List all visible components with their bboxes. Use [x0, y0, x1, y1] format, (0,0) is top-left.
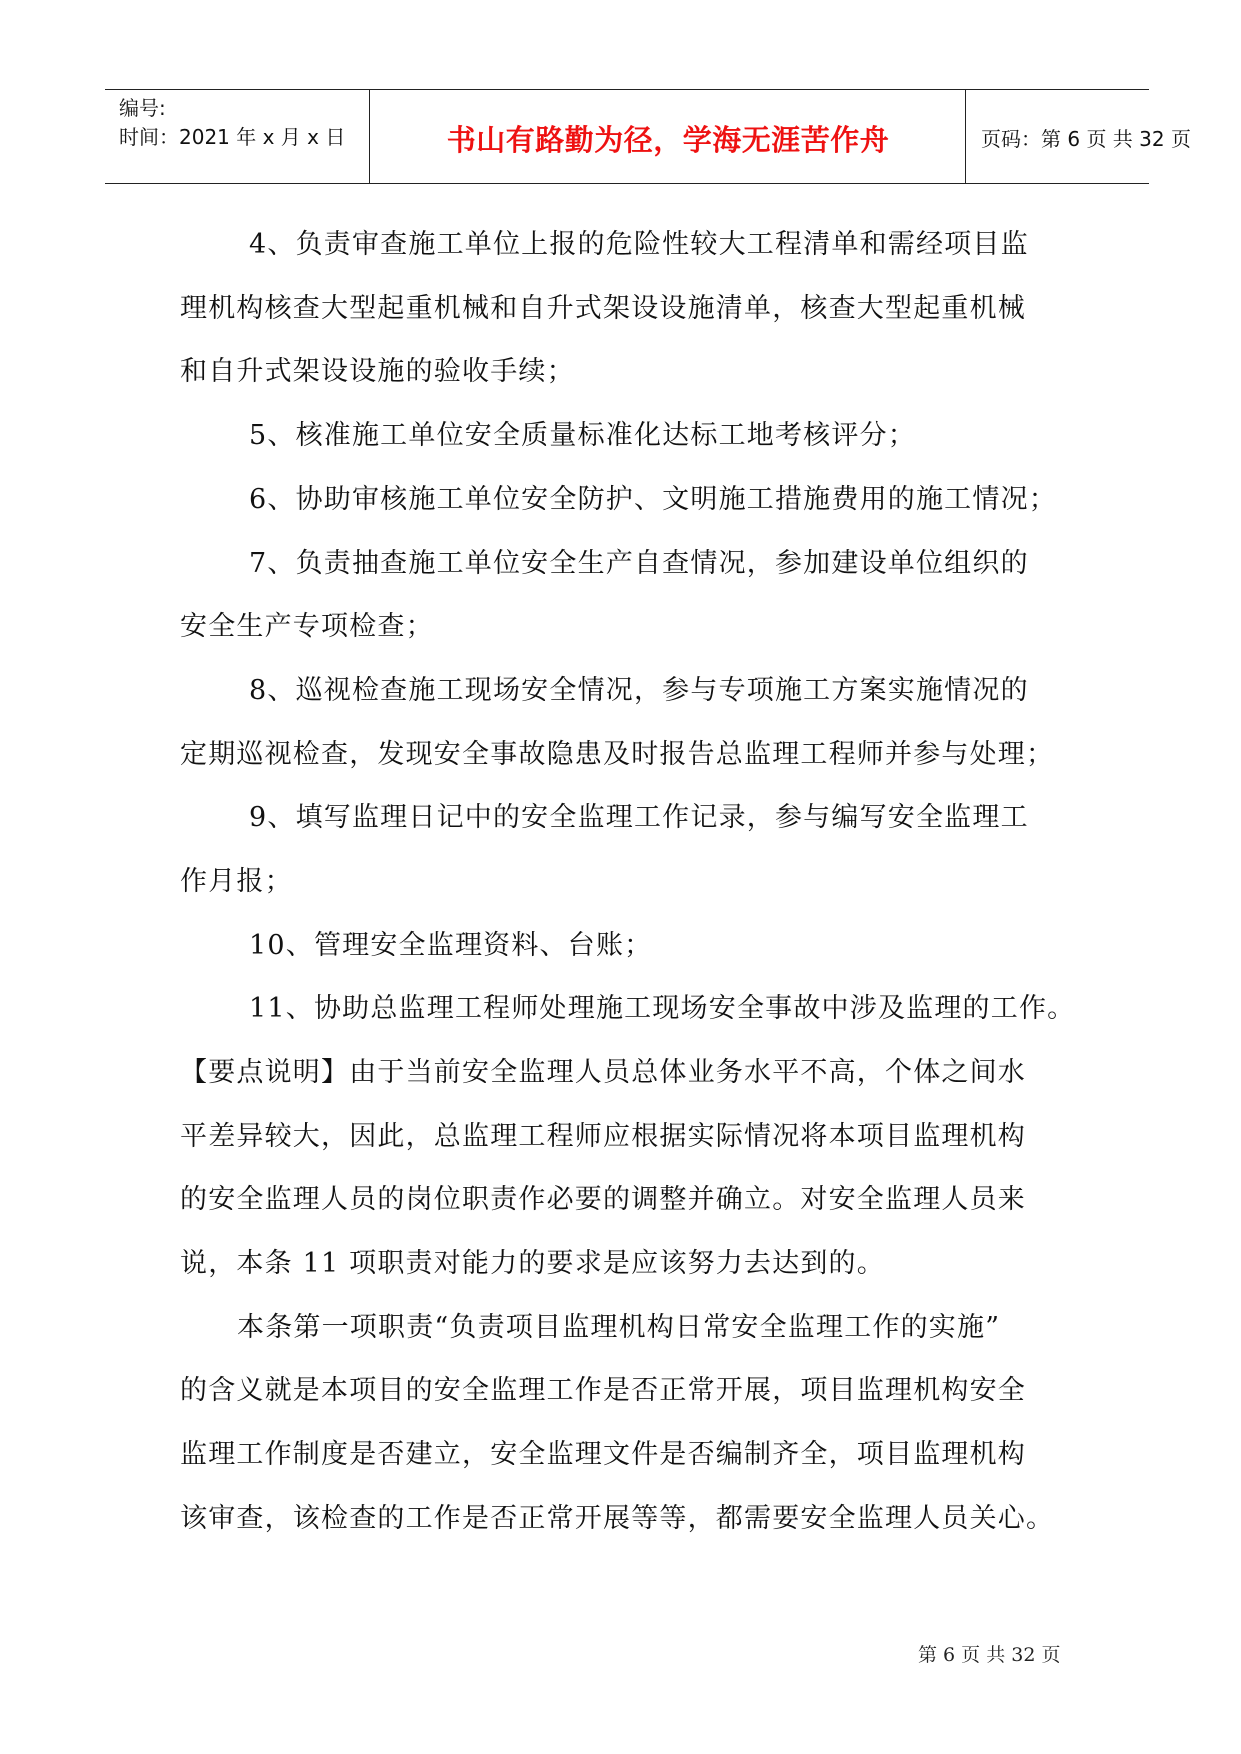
header-page-info: 页码：第 6 页 共 32 页 — [981, 127, 1191, 151]
text-line: 【要点说明】由于当前安全监理人员总体业务水平不高，个体之间水 — [180, 1057, 1026, 1088]
text-line: 7、负责抽查施工单位安全生产自查情况，参加建设单位组织的 — [249, 548, 1029, 579]
text-line: 8、巡视检查施工现场安全情况，参与专项施工方案实施情况的 — [249, 675, 1029, 706]
text-line: 平差异较大，因此，总监理工程师应根据实际情况将本项目监理机构 — [180, 1121, 1026, 1152]
text-line: 11、协助总监理工程师处理施工现场安全事故中涉及监理的工作。 — [249, 993, 1076, 1024]
text-line: 本条第一项职责“负责项目监理机构日常安全监理工作的实施” — [237, 1312, 1001, 1343]
text-line: 9、填写监理日记中的安全监理工作记录，参与编写安全监理工 — [249, 802, 1029, 833]
text-line: 的安全监理人员的岗位职责作必要的调整并确立。对安全监理人员来 — [180, 1184, 1026, 1215]
text-line: 10、管理安全监理资料、台账； — [249, 930, 653, 961]
text-line: 安全生产专项检查； — [180, 611, 434, 642]
text-line: 说，本条 11 项职责对能力的要求是应该努力去达到的。 — [180, 1248, 885, 1279]
text-line: 5、核准施工单位安全质量标准化达标工地考核评分； — [249, 420, 916, 451]
text-line: 定期巡视检查，发现安全事故隐患及时报告总监理工程师并参与处理； — [180, 739, 1055, 770]
header-motto: 书山有路勤为径，学海无涯苦作舟 — [446, 123, 890, 157]
text-line: 该审查，该检查的工作是否正常开展等等，都需要安全监理人员关心。 — [180, 1503, 1055, 1534]
time-label: 时间：2021 年 x 月 x 日 — [119, 125, 346, 149]
text-line: 的含义就是本项目的安全监理工作是否正常开展，项目监理机构安全 — [180, 1375, 1026, 1406]
text-line: 4、负责审查施工单位上报的危险性较大工程清单和需经项目监 — [249, 229, 1029, 260]
text-line: 理机构核查大型起重机械和自升式架设设施清单，核查大型起重机械 — [180, 293, 1026, 324]
text-line: 作月报； — [180, 866, 293, 897]
text-line: 监理工作制度是否建立，安全监理文件是否编制齐全，项目监理机构 — [180, 1439, 1026, 1470]
page-footer: 第 6 页 共 32 页 — [918, 1644, 1061, 1666]
number-label: 编号: — [119, 96, 166, 120]
text-line: 和自升式架设设施的验收手续； — [180, 356, 575, 387]
text-line: 6、协助审核施工单位安全防护、文明施工措施费用的施工情况； — [249, 484, 1057, 515]
